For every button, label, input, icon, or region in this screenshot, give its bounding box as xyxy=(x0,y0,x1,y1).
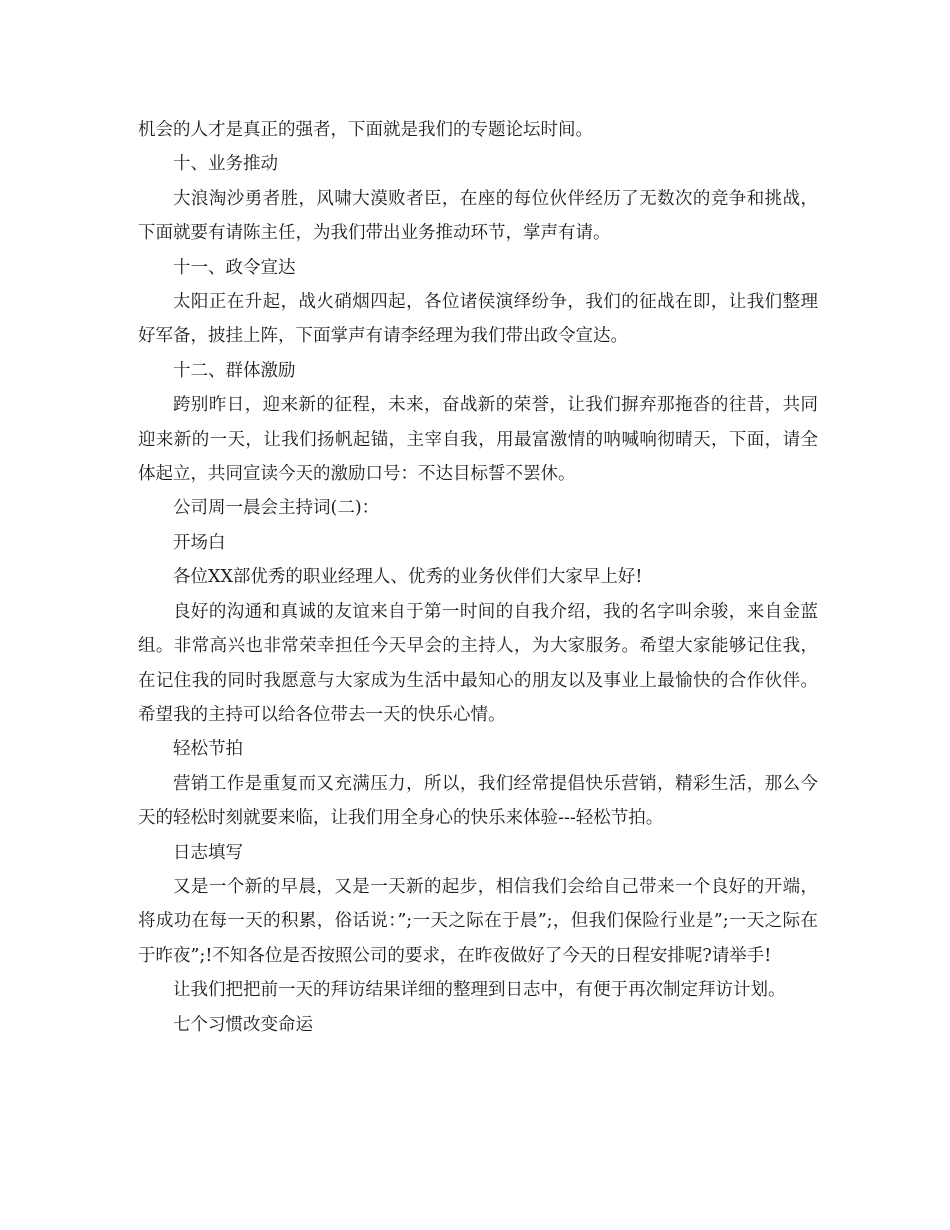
paragraph: 又是一个新的早晨，又是一天新的起步，相信我们会给自己带来一个良好的开端，将成功在每一天的积累，俗话说：”;一天之际在于晨”;，但我们保险行业是”;一天之际在于昨夜”;!不知各位是否按照公司的要求，在昨夜做好了今天的日程安排呢?请举手! xyxy=(138,876,818,966)
section-heading: 七个习惯改变命运 xyxy=(173,1014,313,1035)
section-heading: 十二、群体激励 xyxy=(173,360,296,381)
paragraph: 让我们把把前一天的拜访结果详细的整理到日志中，有便于再次制定拜访计划。 xyxy=(173,980,786,1001)
paragraph: 良好的沟通和真诚的友谊来自于第一时间的自我介绍，我的名字叫余骏，来自金蓝组。非常高兴也非常荣幸担任今天早会的主持人，为大家服务。希望大家能够记住我，在记住我的同时我愿意与大家成为生活中最知心的朋友以及事业上最愉快的合作伙伴。希望我的主持可以给各位带去一天的快乐心情。 xyxy=(138,601,818,725)
paragraph: 各位XX部优秀的职业经理人、优秀的业务伙伴们大家早上好! xyxy=(173,567,643,588)
section-heading: 十、业务推动 xyxy=(173,154,278,175)
section-heading: 开场白 xyxy=(173,532,226,553)
paragraph: 机会的人才是真正的强者，下面就是我们的专题论坛时间。 xyxy=(138,120,593,140)
paragraph: 大浪淘沙勇者胜，风啸大漠败者臣，在座的每位伙伴经历了无数次的竞争和挑战，下面就要有请陈主任，为我们带出业务推动环节，掌声有请。 xyxy=(138,188,818,244)
section-heading: 轻松节拍 xyxy=(173,739,243,760)
section-heading: 十一、政令宣达 xyxy=(173,257,296,278)
paragraph: 营销工作是重复而又充满压力，所以，我们经常提倡快乐营销，精彩生活，那么今天的轻松时刻就要来临，让我们用全身心的快乐来体验---轻松节拍。 xyxy=(138,773,818,829)
paragraph: 跨别昨日，迎来新的征程，未来，奋战新的荣誉，让我们摒弃那拖沓的往昔，共同迎来新的一天，让我们扬帆起锚，主宰自我，用最富激情的呐喊响彻晴天，下面，请全体起立，共同宣读今天的激励口号：不达目标誓不罢休。 xyxy=(138,395,818,485)
section-heading: 日志填写 xyxy=(173,842,243,863)
document-body xyxy=(138,113,818,1042)
document-subtitle: 公司周一晨会主持词(二)： xyxy=(173,498,380,519)
paragraph: 太阳正在升起，战火硝烟四起，各位诸侯演绎纷争，我们的征战在即，让我们整理好军备，披挂上阵，下面掌声有请李经理为我们带出政令宣达。 xyxy=(138,292,818,347)
